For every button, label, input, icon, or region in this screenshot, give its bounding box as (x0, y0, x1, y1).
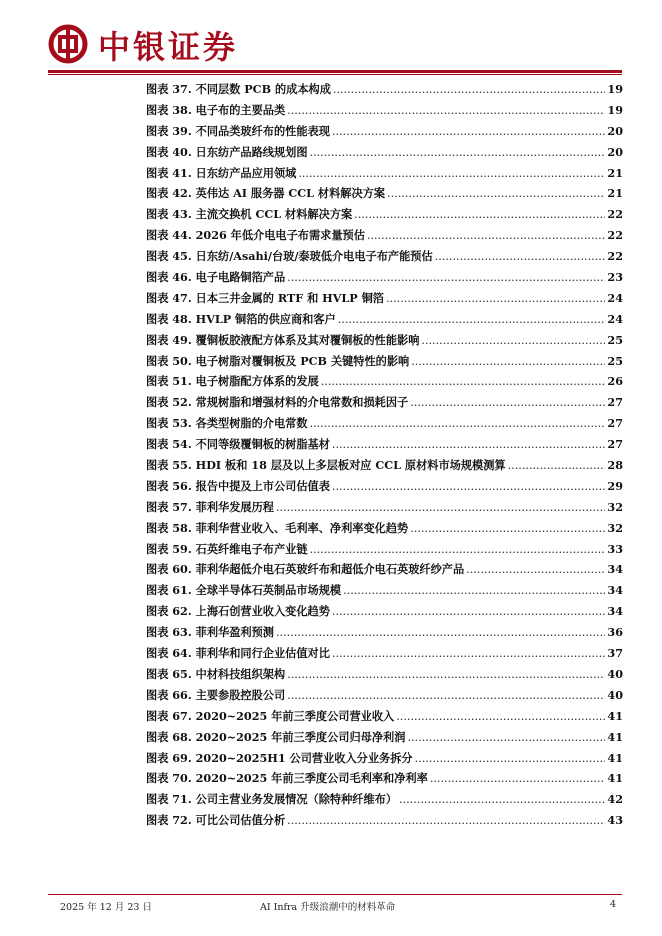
toc-entry[interactable] (146, 165, 623, 186)
toc-leader-dots (310, 146, 606, 159)
header-divider (48, 70, 622, 73)
toc-leader-dots (386, 292, 605, 305)
toc-leader-dots (415, 752, 606, 765)
page-number: 4 (610, 899, 617, 910)
toc-entry-label: 图表 60. 菲利华超低介电石英玻纤布和超低介电石英玻纤纱产品 (146, 562, 465, 577)
toc-leader-dots (298, 167, 605, 180)
toc-leader-dots (466, 563, 605, 576)
toc-entry-label: 图表 41. 日东纺产品应用领域 (146, 165, 297, 180)
toc-leader-dots (387, 187, 605, 200)
brand-name: 中银证券 (98, 28, 239, 66)
toc-entry-page: 41 (607, 708, 623, 723)
toc-entry-page: 34 (607, 583, 623, 598)
toc-entry-label: 图表 50. 电子树脂对覆铜板及 PCB 关键特性的影响 (146, 353, 410, 368)
toc-entry[interactable] (146, 353, 623, 374)
toc-leader-dots (332, 480, 606, 493)
toc-entry-page: 25 (607, 353, 623, 368)
toc-entry-label: 图表 63. 菲利华盈利预测 (146, 625, 274, 640)
toc-entry-page: 42 (607, 792, 623, 807)
toc-leader-dots (338, 313, 606, 326)
toc-leader-dots (276, 626, 605, 639)
toc-entry[interactable] (146, 624, 623, 645)
toc-entry[interactable] (146, 269, 623, 290)
toc-entry-page: 37 (607, 646, 623, 661)
toc-entry-page: 27 (607, 395, 623, 410)
toc-entry[interactable] (146, 791, 623, 812)
toc-entry-page: 24 (607, 311, 623, 326)
toc-entry[interactable] (146, 520, 623, 541)
toc-leader-dots (354, 208, 605, 221)
toc-entry-page: 21 (607, 165, 623, 180)
toc-entry-page: 22 (607, 207, 623, 222)
toc-entry[interactable] (146, 227, 623, 248)
toc-entry[interactable] (146, 750, 623, 771)
toc-entry-label: 图表 72. 可比公司估值分析 (146, 813, 286, 828)
toc-entry-page: 25 (607, 332, 623, 347)
toc-entry[interactable] (146, 248, 623, 269)
toc-entry-page: 21 (607, 186, 623, 201)
toc-entry[interactable] (146, 436, 623, 457)
toc-entry-page: 19 (607, 102, 623, 117)
toc-leader-dots (332, 605, 606, 618)
toc-entry-label: 图表 46. 电子电路铜箔产品 (146, 270, 286, 285)
toc-entry-label: 图表 67. 2020~2025 年前三季度公司营业收入 (146, 708, 395, 723)
toc-leader-dots (332, 647, 606, 660)
toc-entry-page: 36 (607, 625, 623, 640)
toc-entry[interactable] (146, 332, 623, 353)
toc-entry-page: 34 (607, 562, 623, 577)
toc-entry-page: 20 (607, 144, 623, 159)
toc-entry[interactable] (146, 102, 623, 123)
toc-entry-page: 26 (607, 374, 623, 389)
toc-leader-dots (367, 229, 606, 242)
toc-entry[interactable] (146, 499, 623, 520)
toc-entry-label: 图表 58. 菲利华营业收入、毛利率、净利率变化趋势 (146, 520, 409, 535)
toc-entry-label: 图表 71. 公司主营业务发展情况（除特种纤维布） (146, 792, 398, 807)
toc-entry[interactable] (146, 123, 623, 144)
toc-entry-page: 43 (607, 813, 623, 828)
toc-entry-label: 图表 48. HVLP 铜箔的供应商和客户 (146, 311, 336, 326)
toc-entry-label: 图表 47. 日本三井金属的 RTF 和 HVLP 铜箔 (146, 290, 384, 305)
toc-leader-dots (287, 814, 605, 827)
toc-entry-label: 图表 51. 电子树脂配方体系的发展 (146, 374, 319, 389)
toc-entry-label: 图表 56. 报告中提及上市公司估值表 (146, 478, 330, 493)
report-header (48, 22, 628, 72)
toc-entry-page: 27 (607, 416, 623, 431)
toc-entry-page: 24 (607, 290, 623, 305)
toc-entry[interactable] (146, 582, 623, 603)
toc-entry[interactable] (146, 290, 623, 311)
toc-entry-label: 图表 37. 不同层数 PCB 的成本构成 (146, 82, 331, 96)
toc-entry[interactable] (146, 812, 623, 833)
toc-entry[interactable] (146, 729, 623, 750)
toc-entry-label: 图表 57. 菲利华发展历程 (146, 499, 274, 514)
toc-entry[interactable] (146, 770, 623, 791)
toc-entry-page: 23 (607, 270, 623, 285)
toc-leader-dots (396, 710, 605, 723)
toc-entry[interactable] (146, 541, 623, 562)
toc-leader-dots (321, 375, 606, 388)
toc-entry-label: 图表 59. 石英纤维电子布产业链 (146, 541, 308, 556)
toc-leader-dots (411, 355, 605, 368)
toc-entry[interactable] (146, 81, 623, 102)
toc-entry-label: 图表 42. 英伟达 AI 服务器 CCL 材料解决方案 (146, 186, 386, 201)
toc-leader-dots (287, 104, 605, 117)
toc-leader-dots (410, 522, 605, 535)
toc-leader-dots (333, 83, 606, 96)
toc-entry-label: 图表 39. 不同品类玻纤布的性能表现 (146, 123, 330, 138)
toc-entry-page: 41 (607, 750, 623, 765)
toc-leader-dots (287, 668, 605, 681)
toc-entry-label: 图表 45. 日东纺/Asahi/台玻/泰玻低介电电子布产能预估 (146, 249, 433, 264)
toc-entry[interactable] (146, 457, 623, 478)
footer-date: 2025 年 12 月 23 日 (60, 902, 152, 913)
toc-entry-label: 图表 52. 常规树脂和增强材料的介电常数和损耗因子 (146, 395, 409, 410)
toc-entry[interactable] (146, 561, 623, 582)
footer-divider (48, 894, 622, 895)
toc-entry-label: 图表 53. 各类型树脂的介电常数 (146, 416, 308, 431)
toc-leader-dots (430, 772, 606, 785)
toc-leader-dots (332, 438, 606, 451)
toc-entry-label: 图表 55. HDI 板和 18 层及以上多层板对应 CCL 原材料市场规模测算 (146, 458, 506, 473)
header-divider-thin (48, 74, 622, 75)
toc-entry-page: 41 (607, 771, 623, 786)
toc-entry-label: 图表 44. 2026 年低介电电子布需求量预估 (146, 228, 365, 243)
toc-entry[interactable] (146, 478, 623, 499)
toc-entry-page: 34 (607, 604, 623, 619)
toc-leader-dots (410, 396, 605, 409)
toc-leader-dots (310, 543, 606, 556)
toc-entry[interactable] (146, 185, 623, 206)
toc-entry[interactable] (146, 603, 623, 624)
toc-entry-label: 图表 54. 不同等级覆铜板的树脂基材 (146, 437, 330, 452)
toc-entry-label: 图表 66. 主要参股控股公司 (146, 687, 286, 702)
toc-entry[interactable] (146, 687, 623, 708)
toc-entry-page: 28 (607, 458, 623, 473)
toc-leader-dots (287, 271, 605, 284)
toc-entry-page: 33 (607, 541, 623, 556)
toc-entry-label: 图表 70. 2020~2025 年前三季度公司毛利率和净利率 (146, 771, 428, 786)
toc-entry-page: 32 (607, 499, 623, 514)
toc-entry-label: 图表 65. 中材科技组织架构 (146, 666, 286, 681)
toc-entry-label: 图表 43. 主流交换机 CCL 材料解决方案 (146, 207, 353, 222)
toc-entry-page: 22 (607, 249, 623, 264)
toc-leader-dots (399, 793, 605, 806)
toc-entry[interactable] (146, 144, 623, 165)
toc-entry[interactable] (146, 373, 623, 394)
toc-leader-dots (310, 417, 606, 430)
toc-entry[interactable] (146, 311, 623, 332)
toc-entry[interactable] (146, 666, 623, 687)
toc-leader-dots (508, 459, 606, 472)
toc-leader-dots (421, 334, 605, 347)
toc-leader-dots (343, 584, 605, 597)
toc-entry[interactable] (146, 394, 623, 415)
toc-entry[interactable] (146, 206, 623, 227)
toc-entry[interactable] (146, 645, 623, 666)
toc-entry-label: 图表 62. 上海石创营业收入变化趋势 (146, 604, 330, 619)
toc-entry-page: 22 (607, 228, 623, 243)
toc-entry-page: 41 (607, 729, 623, 744)
toc-entry[interactable] (146, 415, 623, 436)
toc-entry-label: 图表 69. 2020~2025H1 公司营业收入分业务拆分 (146, 750, 413, 765)
toc-entry[interactable] (146, 708, 623, 729)
toc-leader-dots (287, 689, 605, 702)
figure-list (146, 81, 623, 833)
toc-entry-label: 图表 38. 电子布的主要品类 (146, 102, 286, 117)
toc-entry-label: 图表 49. 覆铜板胶液配方体系及其对覆铜板的性能影响 (146, 332, 420, 347)
toc-leader-dots (276, 501, 605, 514)
toc-entry-label: 图表 68. 2020~2025 年前三季度公司归母净利润 (146, 729, 406, 744)
toc-entry-label: 图表 61. 全球半导体石英制品市场规模 (146, 583, 342, 598)
toc-entry-page: 40 (607, 687, 623, 702)
toc-entry-page: 27 (607, 437, 623, 452)
toc-entry-page: 19 (607, 82, 623, 96)
toc-leader-dots (407, 731, 605, 744)
toc-entry-page: 40 (607, 666, 623, 681)
bank-of-china-logo-icon (48, 24, 88, 64)
footer-title: AI Infra 升级浪潮中的材料革命 (260, 902, 396, 913)
toc-entry-page: 29 (607, 478, 623, 493)
toc-entry-label: 图表 40. 日东纺产品路线规划图 (146, 144, 308, 159)
toc-entry-page: 20 (607, 123, 623, 138)
toc-leader-dots (332, 125, 606, 138)
toc-leader-dots (435, 250, 606, 263)
toc-entry-page: 32 (607, 520, 623, 535)
toc-entry-label: 图表 64. 菲利华和同行企业估值对比 (146, 646, 330, 661)
